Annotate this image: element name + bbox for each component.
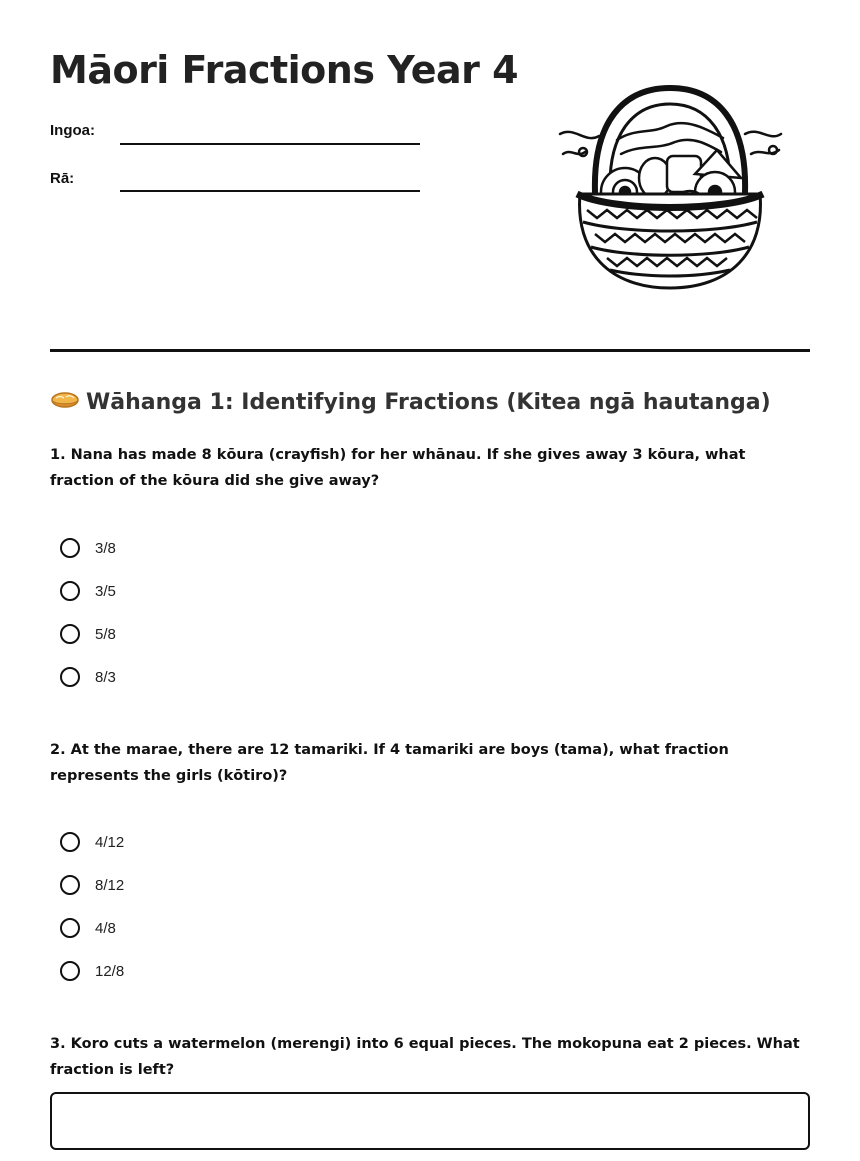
option-label: 12/8 bbox=[95, 962, 125, 980]
name-write-line[interactable] bbox=[120, 143, 420, 145]
radio-button[interactable] bbox=[60, 667, 80, 687]
name-label: Ingoa: bbox=[50, 122, 95, 139]
question-2: 2. At the marae, there are 12 tamariki. If 4 tamariki are boys (tama), what fraction represents the girls (kōtiro)? bbox=[50, 742, 729, 784]
section-1-title: Wāhanga 1: Identifying Fractions (Kitea ngā hautanga) bbox=[86, 390, 771, 415]
q2-option-2[interactable] bbox=[60, 872, 124, 898]
pie-icon bbox=[50, 390, 80, 412]
q1-option-1[interactable] bbox=[60, 535, 116, 561]
date-write-line[interactable] bbox=[120, 190, 420, 192]
q1-option-4[interactable] bbox=[60, 664, 116, 690]
date-field bbox=[50, 170, 120, 187]
question-3: 3. Koro cuts a watermelon (merengi) into 6 equal pieces. The mokopuna eat 2 pieces. What fraction is left? bbox=[50, 1036, 800, 1078]
option-label: 4/12 bbox=[95, 833, 125, 851]
q2-option-3[interactable] bbox=[60, 915, 116, 941]
page-title: Māori Fractions Year 4 bbox=[50, 48, 519, 92]
option-label: 3/5 bbox=[95, 582, 116, 600]
section-1-heading bbox=[50, 390, 771, 415]
radio-button[interactable] bbox=[60, 624, 80, 644]
radio-button[interactable] bbox=[60, 875, 80, 895]
section-divider bbox=[50, 349, 810, 352]
radio-button[interactable] bbox=[60, 581, 80, 601]
option-label: 3/8 bbox=[95, 539, 116, 557]
name-field bbox=[50, 122, 120, 139]
q1-option-2[interactable] bbox=[60, 578, 116, 604]
q2-option-4[interactable] bbox=[60, 958, 124, 984]
question-1: 1. Nana has made 8 kōura (crayfish) for her whānau. If she gives away 3 kōura, what fraction of the kōura did she give away? bbox=[50, 447, 746, 489]
option-label: 4/8 bbox=[95, 919, 116, 937]
radio-button[interactable] bbox=[60, 961, 80, 981]
option-label: 8/12 bbox=[95, 876, 125, 894]
radio-button[interactable] bbox=[60, 538, 80, 558]
radio-button[interactable] bbox=[60, 832, 80, 852]
option-label: 5/8 bbox=[95, 625, 116, 643]
date-label: Rā: bbox=[50, 170, 75, 187]
option-label: 8/3 bbox=[95, 668, 116, 686]
q3-answer-input[interactable] bbox=[50, 1092, 810, 1150]
q1-option-3[interactable] bbox=[60, 621, 116, 647]
q2-option-1[interactable] bbox=[60, 829, 124, 855]
fruit-basket-icon bbox=[555, 82, 785, 294]
radio-button[interactable] bbox=[60, 918, 80, 938]
